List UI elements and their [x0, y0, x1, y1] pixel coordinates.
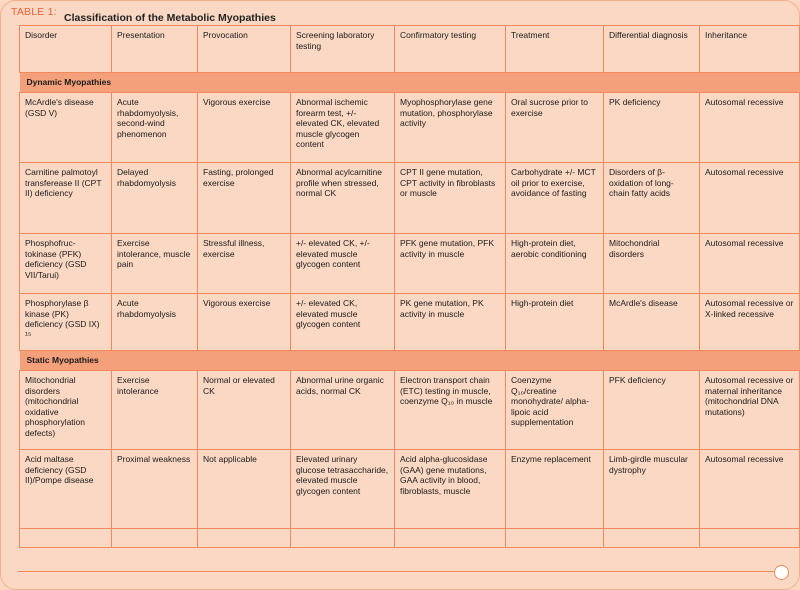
table-row — [20, 371, 800, 450]
table-row — [20, 163, 800, 234]
table-cell: Electron transport chain (ETC) testing in muscle, coenzyme Q₁₀ in muscle — [395, 371, 506, 450]
blank-row — [20, 529, 800, 548]
table-cell: Autosomal recessive or X-linked recessive — [700, 294, 800, 351]
table-cell: Autosomal recessive — [700, 234, 800, 294]
table-cell: Vigorous exercise — [198, 93, 291, 163]
table-cell: Acute rhabdomyolysis, second-wind phenomenon — [112, 93, 198, 163]
table-cell: Mitochondrial disorders — [604, 234, 700, 294]
table-cell: McArdle's disease — [604, 294, 700, 351]
table-cell: Limb-girdle muscular dystrophy — [604, 450, 700, 529]
table-cell: Abnormal acylcarnitine profile when stressed, normal CK — [291, 163, 395, 234]
table-cell: Delayed rhabdomyolysis — [112, 163, 198, 234]
table-cell: +/- elevated CK, +/- elevated muscle glycogen content — [291, 234, 395, 294]
table-cell: Carnitine palmotoyl transferease II (CPT II) deficiency — [20, 163, 112, 234]
table-cell: Exercise intolerance — [112, 371, 198, 450]
header-cell: Provocation — [198, 26, 291, 73]
table-cell: Phosphofruc-tokinase (PFK) deficiency (GSD VII/Tarui) — [20, 234, 112, 294]
table-row — [20, 93, 800, 163]
table-cell: Proximal weakness — [112, 450, 198, 529]
table-cell: Oral sucrose prior to exercise — [506, 93, 604, 163]
header-cell: Presentation — [112, 26, 198, 73]
table-cell: Myophosphorylase gene mutation, phosphorylase activity — [395, 93, 506, 163]
section-title: Dynamic Myopathies — [20, 73, 800, 93]
table-cell: Coenzyme Q₁₀/creatine monohydrate/ alpha-lipoic acid supplementation — [506, 371, 604, 450]
blank-cell — [700, 529, 800, 548]
table-title: Classification of the Metabolic Myopathies — [64, 12, 276, 24]
myopathy-table — [19, 25, 800, 548]
blank-cell — [604, 529, 700, 548]
blank-cell — [198, 529, 291, 548]
table-cell: Elevated urinary glucose tetrasaccharide, elevated muscle glycogen content — [291, 450, 395, 529]
table-row — [20, 294, 800, 351]
section-row — [20, 73, 800, 93]
header-cell: Screening laboratory testing — [291, 26, 395, 73]
header-cell: Differential diagnosis — [604, 26, 700, 73]
table-cell: Enzyme replacement — [506, 450, 604, 529]
table-cell: Carbohydrate +/- MCT oil prior to exercise, avoidance of fasting — [506, 163, 604, 234]
table-cell: Autosomal recessive or maternal inheritance (mitochondrial DNA mutations) — [700, 371, 800, 450]
header-row — [20, 26, 800, 73]
blank-cell — [291, 529, 395, 548]
table-cell: PFK deficiency — [604, 371, 700, 450]
table-cell: Autosomal recessive — [700, 163, 800, 234]
table-cell: Phosphorylase β kinase (PK) deficiency (GSD IX) ¹⁵ — [20, 294, 112, 351]
blank-cell — [395, 529, 506, 548]
section-title: Static Myopathies — [20, 351, 800, 371]
table-cell: High-protein diet, aerobic conditioning — [506, 234, 604, 294]
table-cell: Exercise intolerance, muscle pain — [112, 234, 198, 294]
table-cell: PK gene mutation, PK activity in muscle — [395, 294, 506, 351]
table-cell: Abnormal ischemic forearm test, +/- elevated CK, elevated muscle glycogen content — [291, 93, 395, 163]
table-row — [20, 450, 800, 529]
table-cell: High-protein diet — [506, 294, 604, 351]
table-cell: Autosomal recessive — [700, 450, 800, 529]
table-cell: Vigorous exercise — [198, 294, 291, 351]
blank-cell — [20, 529, 112, 548]
table-cell: McArdle's disease (GSD V) — [20, 93, 112, 163]
table-label: TABLE 1: — [11, 6, 57, 18]
section-row — [20, 351, 800, 371]
table-cell: Abnormal urine organic acids, normal CK — [291, 371, 395, 450]
table-cell: Autosomal recessive — [700, 93, 800, 163]
header-cell: Treatment — [506, 26, 604, 73]
table-cell: Disorders of β-oxidation of long-chain fatty acids — [604, 163, 700, 234]
table-cell: Not applicable — [198, 450, 291, 529]
blank-cell — [506, 529, 604, 548]
header-cell: Confirmatory testing — [395, 26, 506, 73]
table-row — [20, 234, 800, 294]
table-cell: Fasting, prolonged exercise — [198, 163, 291, 234]
table-cell: Acid alpha-glucosidase (GAA) gene mutations, GAA activity in blood, fibroblasts, muscle — [395, 450, 506, 529]
table-cell: Normal or elevated CK — [198, 371, 291, 450]
table-cell: +/- elevated CK, elevated muscle glycogen content — [291, 294, 395, 351]
table-cell: CPT II gene mutation, CPT activity in fibroblasts or muscle — [395, 163, 506, 234]
table-cell: Acute rhabdomyolysis — [112, 294, 198, 351]
header-cell: Disorder — [20, 26, 112, 73]
table-cell: Acid maltase deficiency (GSD II)/Pompe disease — [20, 450, 112, 529]
bottom-rule — [18, 571, 774, 572]
table-cell: PK deficiency — [604, 93, 700, 163]
header-cell: Inheritance — [700, 26, 800, 73]
table-cell: Mitochondrial disorders (mitochondrial oxidative phosphorylation defects) — [20, 371, 112, 450]
blank-cell — [112, 529, 198, 548]
circle-marker — [774, 565, 789, 580]
table-cell: PFK gene mutation, PFK activity in muscle — [395, 234, 506, 294]
table-cell: Stressful illness, exercise — [198, 234, 291, 294]
